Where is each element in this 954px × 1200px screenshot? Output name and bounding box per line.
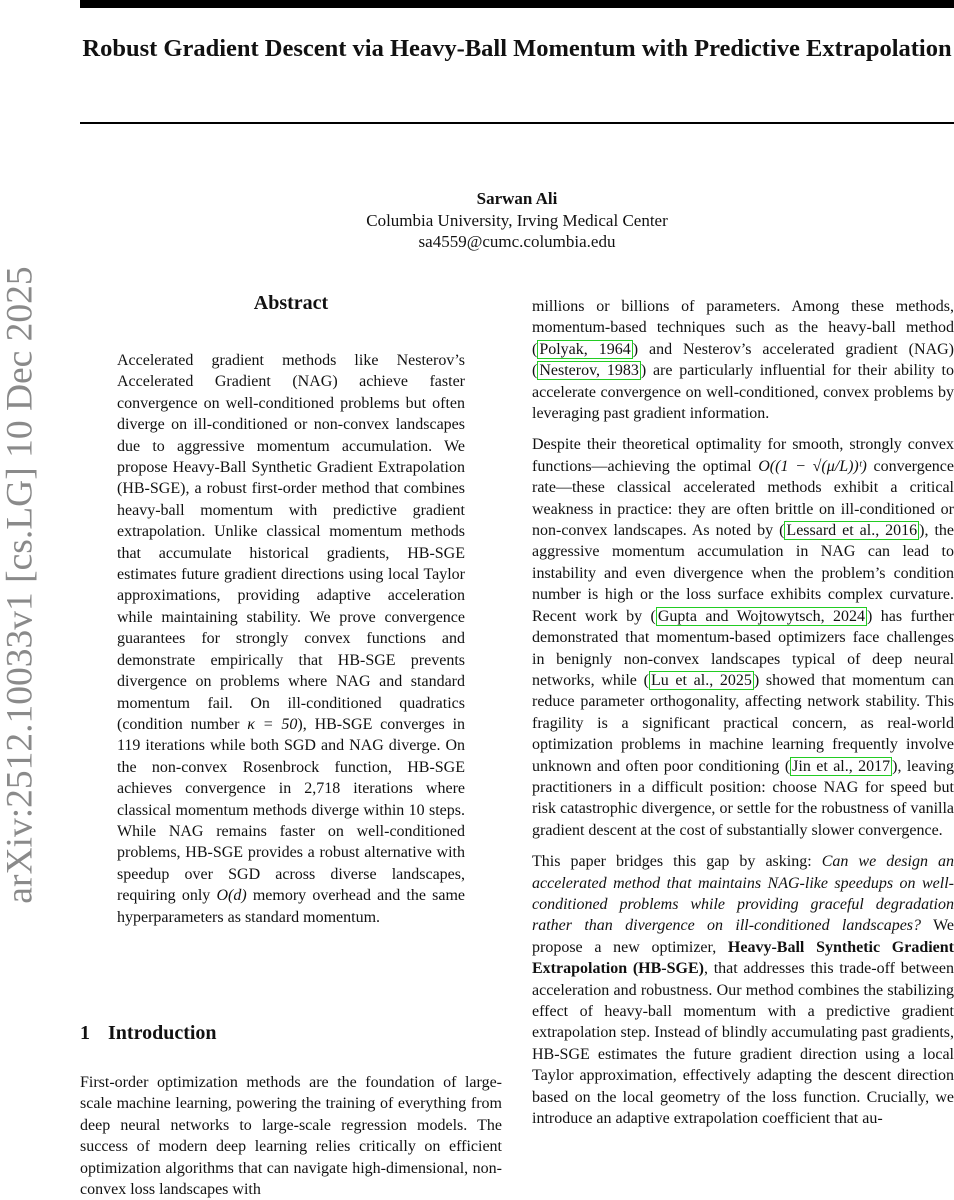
- text-span: We propose a new optimizer,: [532, 917, 954, 956]
- right-column: [532, 296, 954, 1139]
- title-rule: [80, 122, 954, 124]
- text-span: convergence rate—these classical accelerated methods exhibit a critical weakness in practice: they are often brittle on ill-conditioned or non-convex landscapes. As noted by (: [532, 457, 954, 540]
- abstract-text-1: Accelerated gradient methods like Nesterov’s Accelerated Gradient (NAG) achieve faster convergence on well-conditioned problems but often diverge on ill-conditioned or non-convex landscapes due to aggressive momentum accumulation. We propose Heavy-Ball Synthetic Gradient Extrapolation (HB-SGE), a robust first-order method that combines heavy-ball momentum with predictive gradient extrapolation. Unlike classical momentum methods that accumulate historical gradients, HB-SGE estimates future gradient directions using local Taylor approximations, providing adaptive acceleration while maintaining stability. We prove convergence guarantees for strongly convex functions and demonstrate empirically that HB-SGE prevents divergence on problems where NAG and standard momentum fail. On ill-conditioned quadratics (condition number: [117, 352, 465, 733]
- right-paragraph-2: [532, 434, 954, 841]
- paper-title: Robust Gradient Descent via Heavy-Ball Momentum with Predictive Extrapolation: [82, 35, 952, 62]
- method-name: Heavy-Ball Synthetic Gradient Extrapolation (HB-SGE): [532, 938, 954, 978]
- abstract-heading: Abstract: [253, 292, 329, 314]
- rate-expression: O((1 − √(μ/L))ᵗ): [758, 457, 867, 475]
- section-number: 1: [80, 1022, 90, 1044]
- research-question: Can we design an accelerated method that maintains NAG-like speedups on well-conditioned problems while providing graceful degradation rather than divergence on ill-conditioned landscapes?: [532, 853, 954, 935]
- text-span: ) and Nesterov’s accelerated gradient (NAG) (: [532, 340, 954, 380]
- abstract-text-3: memory overhead and the same hyperparameters as standard momentum.: [117, 887, 465, 926]
- text-span: ), leaving practitioners in a difficult position: choose NAG for speed but risk catastrophic divergence, or settle for the robustness of vanilla gradient descent at the cost of substantially slower convergence.: [532, 757, 954, 839]
- top-rule: [80, 0, 954, 8]
- text-span: ) are particularly influential for their ability to accelerate convergence on well-conditioned, convex problems by leveraging past gradient information.: [532, 362, 954, 423]
- citation-nesterov[interactable]: Nesterov, 1983: [539, 362, 639, 380]
- text-span: ) showed that momentum can reduce parameter orthogonality, affecting network stability. This fragility is a significant practical concern, as real-world optimization problems in machine learning frequently involve unknown and often poor conditioning (: [532, 671, 954, 775]
- text-span: millions or billions of parameters. Among these methods, momentum-based techniques such as the heavy-ball method (: [532, 298, 954, 358]
- section-title: Introduction: [108, 1022, 217, 1044]
- author-block: [80, 188, 954, 253]
- arxiv-stamp: arXiv:2512.10033v1 [cs.LG] 10 Dec 2025: [0, 266, 41, 904]
- right-paragraph-1: [532, 296, 954, 424]
- citation-lessard[interactable]: Lessard et al., 2016: [786, 522, 918, 540]
- text-span: ) has further demonstrated that momentum-based optimizers face challenges in benignly non-convex landscapes typical of deep neural networks, while (: [532, 607, 954, 689]
- citation-jin[interactable]: Jin et al., 2017: [792, 757, 891, 775]
- abstract-text-2: ), HB-SGE converges in 119 iterations while both SGD and NAG diverge. On the non-convex Rosenbrock function, HB-SGE achieves convergence in 2,718 iterations where classical momentum methods diverge within 10 steps. While NAG remains faster on well-conditioned problems, HB-SGE provides a robust alternative with speedup over SGD across diverse landscapes, requiring only: [117, 715, 466, 905]
- kappa-expression: κ = 50: [247, 715, 298, 733]
- citation-polyak[interactable]: Polyak, 1964: [539, 340, 631, 358]
- memory-expression: O(d): [216, 887, 247, 905]
- text-span: Despite their theoretical optimality for smooth, strongly convex functions—achieving the optimal: [532, 436, 954, 475]
- author-name: Sarwan Ali: [476, 189, 558, 208]
- text-span: This paper bridges this gap by asking:: [532, 853, 822, 871]
- author-affiliation: Columbia University, Irving Medical Center: [366, 210, 668, 230]
- right-paragraph-3: [532, 851, 954, 1129]
- abstract-body: [117, 350, 465, 928]
- citation-gupta[interactable]: Gupta and Wojtowytsch, 2024: [657, 607, 866, 625]
- author-email[interactable]: sa4559@cumc.columbia.edu: [418, 232, 616, 251]
- citation-lu[interactable]: Lu et al., 2025: [650, 671, 752, 689]
- text-span: ), the aggressive momentum accumulation in NAG can lead to instability and even divergence when the problem’s condition number is high or the loss surface exhibits complex curvature. Recent work by (: [532, 522, 954, 625]
- section-heading-introduction: [80, 1022, 217, 1045]
- intro-paragraph-1: First-order optimization methods are the foundation of large-scale machine learning, powering the training of everything from deep neural networks to large-scale regression models. The success of modern deep learning relies critically on efficient optimization algorithms that can navigate high-dimensional, non-convex loss landscapes with: [80, 1074, 502, 1199]
- text-span: , that addresses this trade-off between acceleration and robustness. Our method combines the stabilizing effect of heavy-ball momentum with a predictive gradient extrapolation step. Instead of blindly accumulating past gradients, HB-SGE estimates the future gradient direction using a local Taylor approximation, effectively adapting the descent direction based on the local geometry of the loss function. Crucially, we introduce an adaptive extrapolation coefficient that au-: [532, 960, 954, 1128]
